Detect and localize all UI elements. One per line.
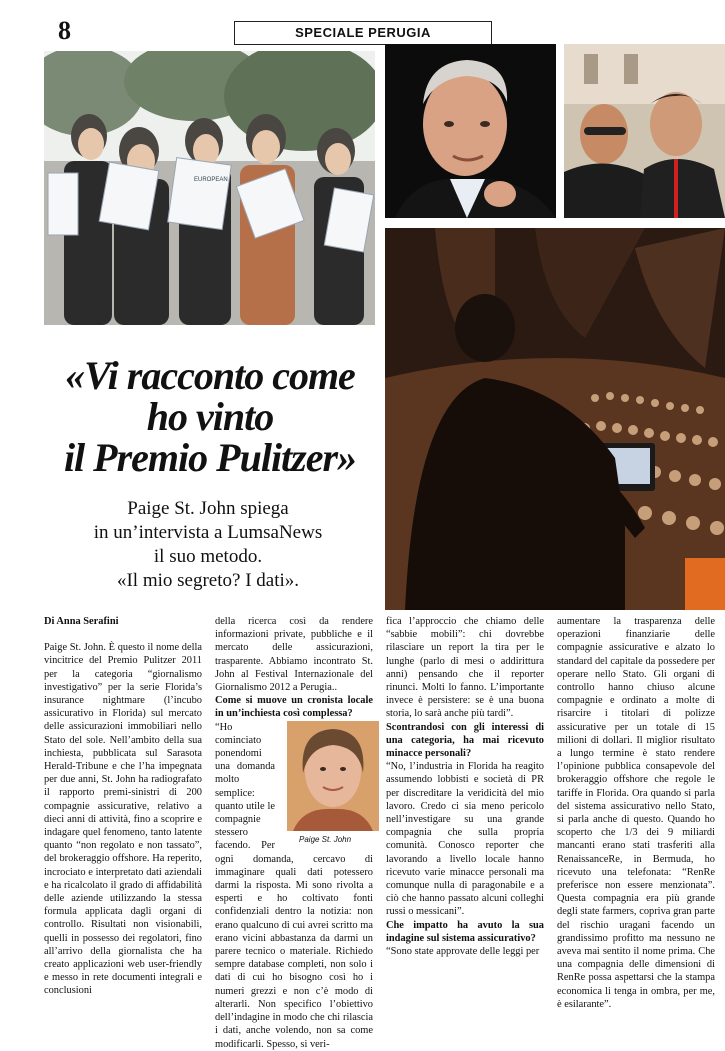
interview-question: Che impatto ha avuto la sua indagine sul sistema assicurativo? [386, 919, 544, 944]
article-paragraph: “No, l’industria in Florida ha reagito assumendo lobbisti e società di PR per discreditare la veridicità del mio lavoro. Credo ci sia meno pericolo nell’investigare su una grande compagnia che sulla propria comunità. Conosco reporter che lavorando a livello locale hanno ricevuto varie minacce personali ma comunque nulla di paragonabile e a ciò che hanno passato alcuni colleghi russi o messicani”. [386, 761, 544, 918]
headline-line-1: «Vi racconto come [65, 353, 355, 398]
article-paragraph: Paige St. John. È questo il nome della vincitrice del Premio Pulitzer 2011 per la categoria “giornalismo investigativo” per la serie Florida’s insurance nightmare (l’incubo assicurativo in Florida) sul mercato delle assicurazioni immobiliari nello Stato del sole. Nell’ambito della sua inchiesta, pubblicata sul Sarasota Herald-Tribune e che l’ha impegnata per due anni, St. John ha radiografato il rapporto premi-sinistri di 200 compagnie assicurative, relativo a dieci anni di attività, fino a scoprire e indagare quel fenomeno, tanto latente quanto “non regolato e non tassato”, del brokeraggio offshore. Ha reperito, incrociato e interpretato dati aziendali e ha ricalcolato il grado di affidabilità delle aziende utilizzando la stessa formula applicata dagli organi di controllo. Risultati non visionabili, quelli in possesso dei regolatori, fino all’arrivo della giornalista che ha creato applicazioni web user-friendly e messo in rete documenti integrali e conclusioni [44, 642, 202, 997]
article-paragraph: aumentare la trasparenza delle operazioni finanziarie delle compagnie assicurative e alzato lo standard del capitale da possedere per operare nello Stato. Gli organi di controllo hanno chiuso alcune compagnie e ordinato a molte di risarcire i titolari di polizze assicurative per un totale di 15 milioni di dollari. Il miglior risultato a lungo termine è stato rendere l’opinione pubblica consapevole del brokeraggio offshore che regole le tariffe in Florida. Ora quando si parla del sistema assicurativo nello Stato, si parla anche di questo. Quando ho scoperto che 1/3 dei 9 miliardi mancanti erano stati trasferiti alla RenaissanceRe, in Bermuda, ho ricevuto una telefonata: “RenRe preferisce non essere menzionata”. Questa compagnia era più grande degli state farmers, copriva gran parte del rischio uragani facendo un grandissimo profitto ma nessuno ne aveva mai sentito il nome prima. Che una compagnia delle dimensioni di RenRe possa aspettarsi che la stampa economica li tenga in ombra, per me, è esilarante”. [557, 616, 715, 1010]
article-paragraph: fica l’approccio che chiamo delle “sabbie mobili”: chi dovrebbe rilasciare un report la tira per le lunghe (parlo di mesi o addirittura anni) pensando che il reporter rinunci. Molti lo fanno. L’importante invece è persistere: se è una buona storia, lo sarà anche più tardi”. [386, 616, 544, 720]
speaker-portrait-photo [385, 44, 556, 218]
page-number: 8 [58, 16, 71, 45]
group-photo [44, 51, 375, 325]
article-paragraph: “Ho cominciato ponendomi una domanda molto semplice: quanto utile le compagnie stessero facendo. Per ogni domanda, cercavo di immaginare quali dati potessero darmi la risposta. Mi sono rivolta a esperti e ho coltivato fonti confidenziali dentro la notizia: non erano qualcuno di cui avrei scritto ma erano vicini abbastanza da darmi un parere tecnico o materiale. Richiedo sempre database completi, non solo i dati di cui ho bisogno così ho i numeri grezzi e non c’è modo di alterarli. Non specifico l’obiettivo dell’indagine in modo che chi rilascia i dati, anche volendo, non sa come modificarli. Spesso, si veri- [215, 721, 373, 1050]
byline: Di Anna Serafini [44, 616, 119, 627]
article-column-1 [44, 615, 202, 998]
men-outdoor-photo [564, 44, 725, 218]
subheadline-line-1: Paige St. John spiega [127, 498, 289, 519]
headline [40, 355, 380, 478]
headline-line-2: ho vinto [146, 394, 274, 439]
article-paragraph: della ricerca così da rendere informazioni private, pubbliche e il mercato delle assicurazioni, trasparente. Abbiamo incontrato St. John al Festival Internazionale del Giornalismo 2012 a Perugia.. [215, 616, 373, 694]
article-column-4 [557, 615, 715, 1011]
photo-caption: Paige St. John [299, 834, 352, 844]
interviewee-photo-inset [279, 721, 379, 845]
subheadline [52, 497, 364, 593]
conference-hall-photo [385, 228, 725, 610]
article-column-2 [215, 615, 373, 1051]
article-paragraph: “Sono state approvate delle leggi per [386, 946, 540, 958]
headline-line-3: il Premio Pulitzer» [63, 435, 357, 480]
section-header: SPECIALE PERUGIA [234, 21, 492, 45]
newspaper-masthead: EUROPEAN [194, 177, 228, 183]
subheadline-line-2: in un’intervista a LumsaNews [93, 522, 323, 543]
interview-question: Scontrandosi con gli interessi di una categoria, ha mai ricevuto minacce personali? [386, 721, 544, 760]
subheadline-line-3: il suo metodo. [153, 546, 263, 567]
article-column-3 [386, 615, 544, 958]
subheadline-line-4: «Il mio segreto? I dati». [116, 570, 300, 591]
interview-question: Come si muove un cronista locale in un’inchiesta così complessa? [215, 695, 373, 720]
